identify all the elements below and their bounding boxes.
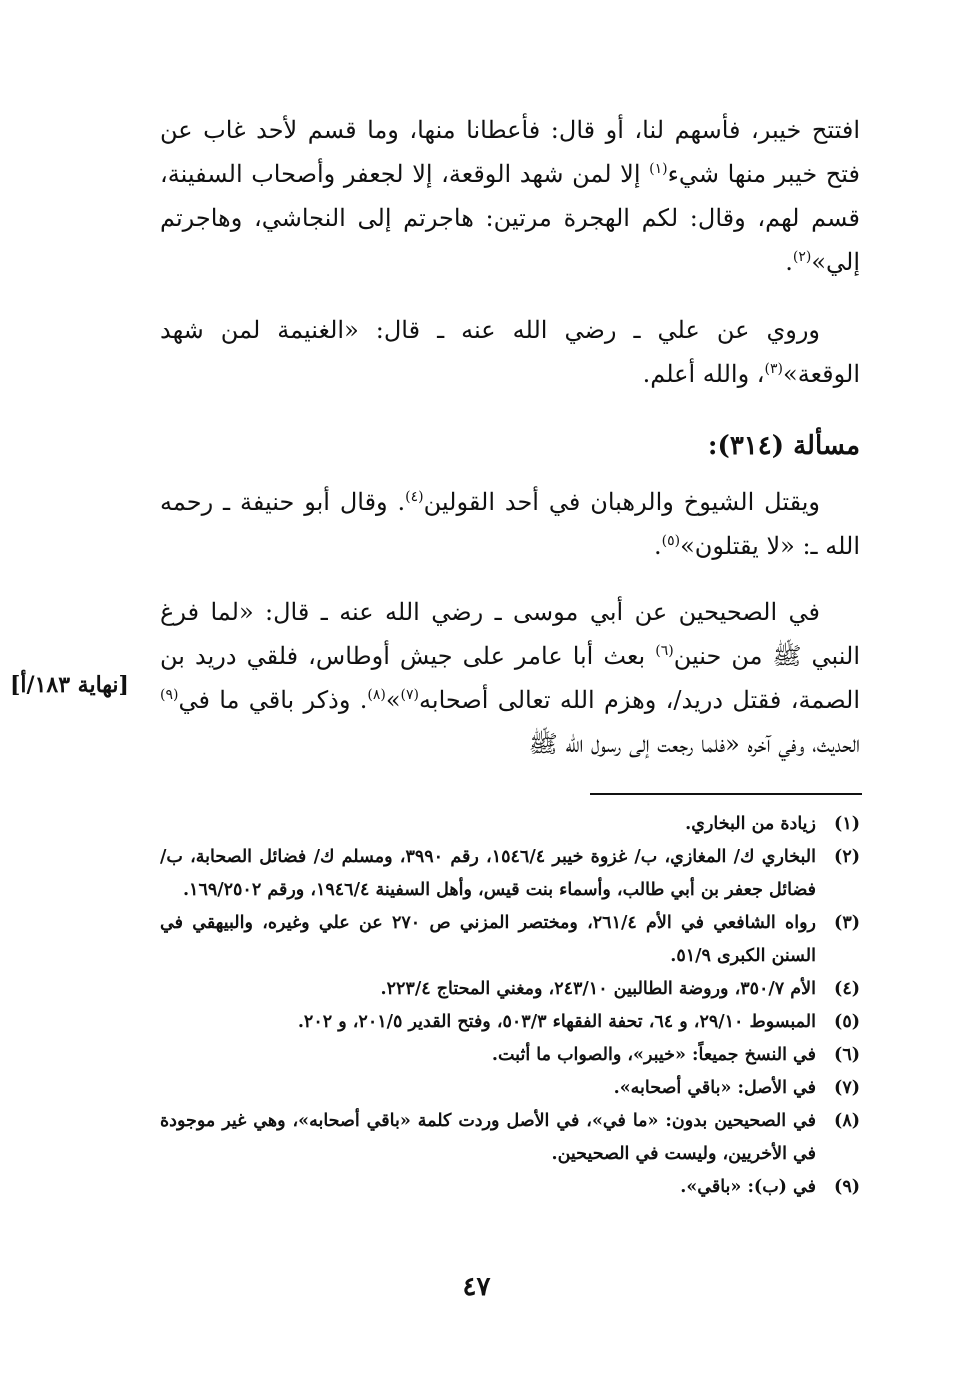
paragraph-4-text-cont: بعث أبا عامر على جيش أوطاس، فلقي دريد بن الصمة، فقتل دريد/، وهزم الله تعالى أصحابه — [160, 642, 860, 714]
footnote-9 — [160, 1171, 860, 1204]
footnote-divider — [590, 793, 862, 795]
footnote-number: (٥) — [834, 1012, 860, 1032]
heading-text: مسألة (٣١٤): — [707, 431, 860, 461]
footnote-number: (٦) — [834, 1045, 860, 1065]
footnote-3 — [160, 907, 860, 973]
footnote-number: (١) — [834, 814, 860, 834]
footnote-ref-4[interactable]: (٤) — [405, 489, 424, 505]
footnote-4 — [160, 973, 860, 1006]
footnote-1 — [160, 808, 860, 841]
paragraph-4 — [160, 590, 860, 766]
footnote-ref-8[interactable]: (٨) — [367, 687, 386, 703]
page-number: ٤٧ — [462, 1272, 491, 1302]
paragraph-2 — [160, 308, 860, 396]
margin-note: [نهاية ١٨٣/أ] — [10, 672, 129, 698]
footnote-ref-5[interactable]: (٥) — [661, 533, 681, 549]
footnote-text: في النسخ جميعاً: «خيبر»، والصواب ما أثبت. — [491, 1045, 816, 1065]
footnote-number: (٣) — [834, 913, 860, 933]
footnote-ref-9[interactable]: (٩) — [160, 687, 179, 703]
paragraph-4-text-cont-3: الحديث، وفي آخره «فلما رجعت إلى رسول الله ﷺ — [528, 730, 860, 758]
footnote-7 — [160, 1072, 860, 1105]
paragraph-4-text: في الصحيحين عن أبي موسى ـ رضي الله عنه ـ قال: «لما فرغ النبي ﷺ من حنين — [160, 598, 860, 670]
footnote-number: (٤) — [834, 979, 860, 999]
paragraph-1-text-cont: إلا لمن شهد الوقعة، إلا لجعفر وأصحاب السفينة، قسم لهم، وقال: لكم الهجرة مرتين: هاجرتم إلى النجاشي، وهاجرتم إلي» — [160, 160, 860, 276]
footnote-6 — [160, 1039, 860, 1072]
footnote-ref-2[interactable]: (٢) — [792, 249, 812, 265]
footnote-ref-1[interactable]: (١) — [649, 161, 668, 177]
footnote-text: البخاري ك/ المغازي، ب/ غزوة خيبر ١٥٤٦/٤، رقم ٣٩٩٠، ومسلم ك/ فضائل الصحابة، ب/ فضائل جعفر بن أبي طالب، وأسماء بنت قيس، وأهل السفينة ١٩٤٦/٤، ورقم ١٦٩/٢٥٠٢. — [160, 847, 816, 900]
footnote-5 — [160, 1006, 860, 1039]
paragraph-1-text: افتتح خيبر، فأسهم لنا، أو قال: فأعطانا منها، وما قسم لأحد غاب عن فتح خيبر منها شيء — [160, 116, 860, 188]
footnote-text: في الصحيحين بدون: «ما في»، في الأصل وردت كلمة «باقي أصحابه»، وهي غير موجودة في الأخريين، وليست في الصحيحين. — [160, 1111, 816, 1164]
paragraph-1-end: . — [785, 248, 793, 276]
footnote-number: (٧) — [834, 1078, 860, 1098]
paragraph-3 — [160, 480, 860, 568]
paragraph-1 — [160, 108, 860, 284]
paragraph-4-text-cont-2: . وذكر باقي ما في — [178, 686, 368, 714]
footnote-number: (٢) — [834, 847, 860, 867]
paragraph-3-text: ويقتل الشيوخ والرهبان في أحد القولين — [423, 488, 821, 516]
footnotes-section — [160, 808, 860, 1204]
footnote-text: رواه الشافعي في الأم ٢٦١/٤، ومختصر المزني ص ٢٧٠ عن علي وغيره، والبيهقي في السنن الكبرى ٥١/٩. — [160, 913, 816, 966]
paragraph-2-end: ، والله أعلم. — [642, 360, 765, 388]
footnote-number: (٨) — [834, 1111, 860, 1131]
paragraph-3-text-cont: . وقال أبو حنيفة ـ رحمه الله ـ: «لا يقتلون» — [160, 488, 860, 560]
footnote-ref-6[interactable]: (٦) — [655, 643, 674, 659]
footnote-2 — [160, 841, 860, 907]
footnote-text: الأم ٣٥٠/٧، وروضة الطالبين ٢٤٣/١٠، ومغني المحتاج ٢٢٣/٤. — [380, 979, 816, 999]
section-heading — [160, 424, 860, 468]
footnote-8 — [160, 1105, 860, 1171]
paragraph-4-quote-close: » — [385, 686, 401, 714]
paragraph-3-end: . — [654, 532, 662, 560]
footnote-text: في (ب): «باقي». — [680, 1177, 816, 1197]
footnote-text: زيادة من البخاري. — [685, 814, 816, 834]
paragraph-2-text: وروي عن علي ـ رضي الله عنه ـ قال: «الغنيمة لمن شهد الوقعة» — [160, 316, 860, 388]
footnote-ref-3[interactable]: (٣) — [764, 361, 784, 377]
footnote-text: المبسوط ٢٩/١٠، و ٦٤، تحفة الفقهاء ٥٠٣/٣، وفتح القدير ٢٠١/٥، و ٢٠٢. — [297, 1012, 816, 1032]
footnote-text: في الأصل: «باقي أصحابه». — [613, 1078, 816, 1098]
footnote-ref-7[interactable]: (٧) — [400, 687, 420, 703]
footnote-number: (٩) — [834, 1177, 860, 1197]
